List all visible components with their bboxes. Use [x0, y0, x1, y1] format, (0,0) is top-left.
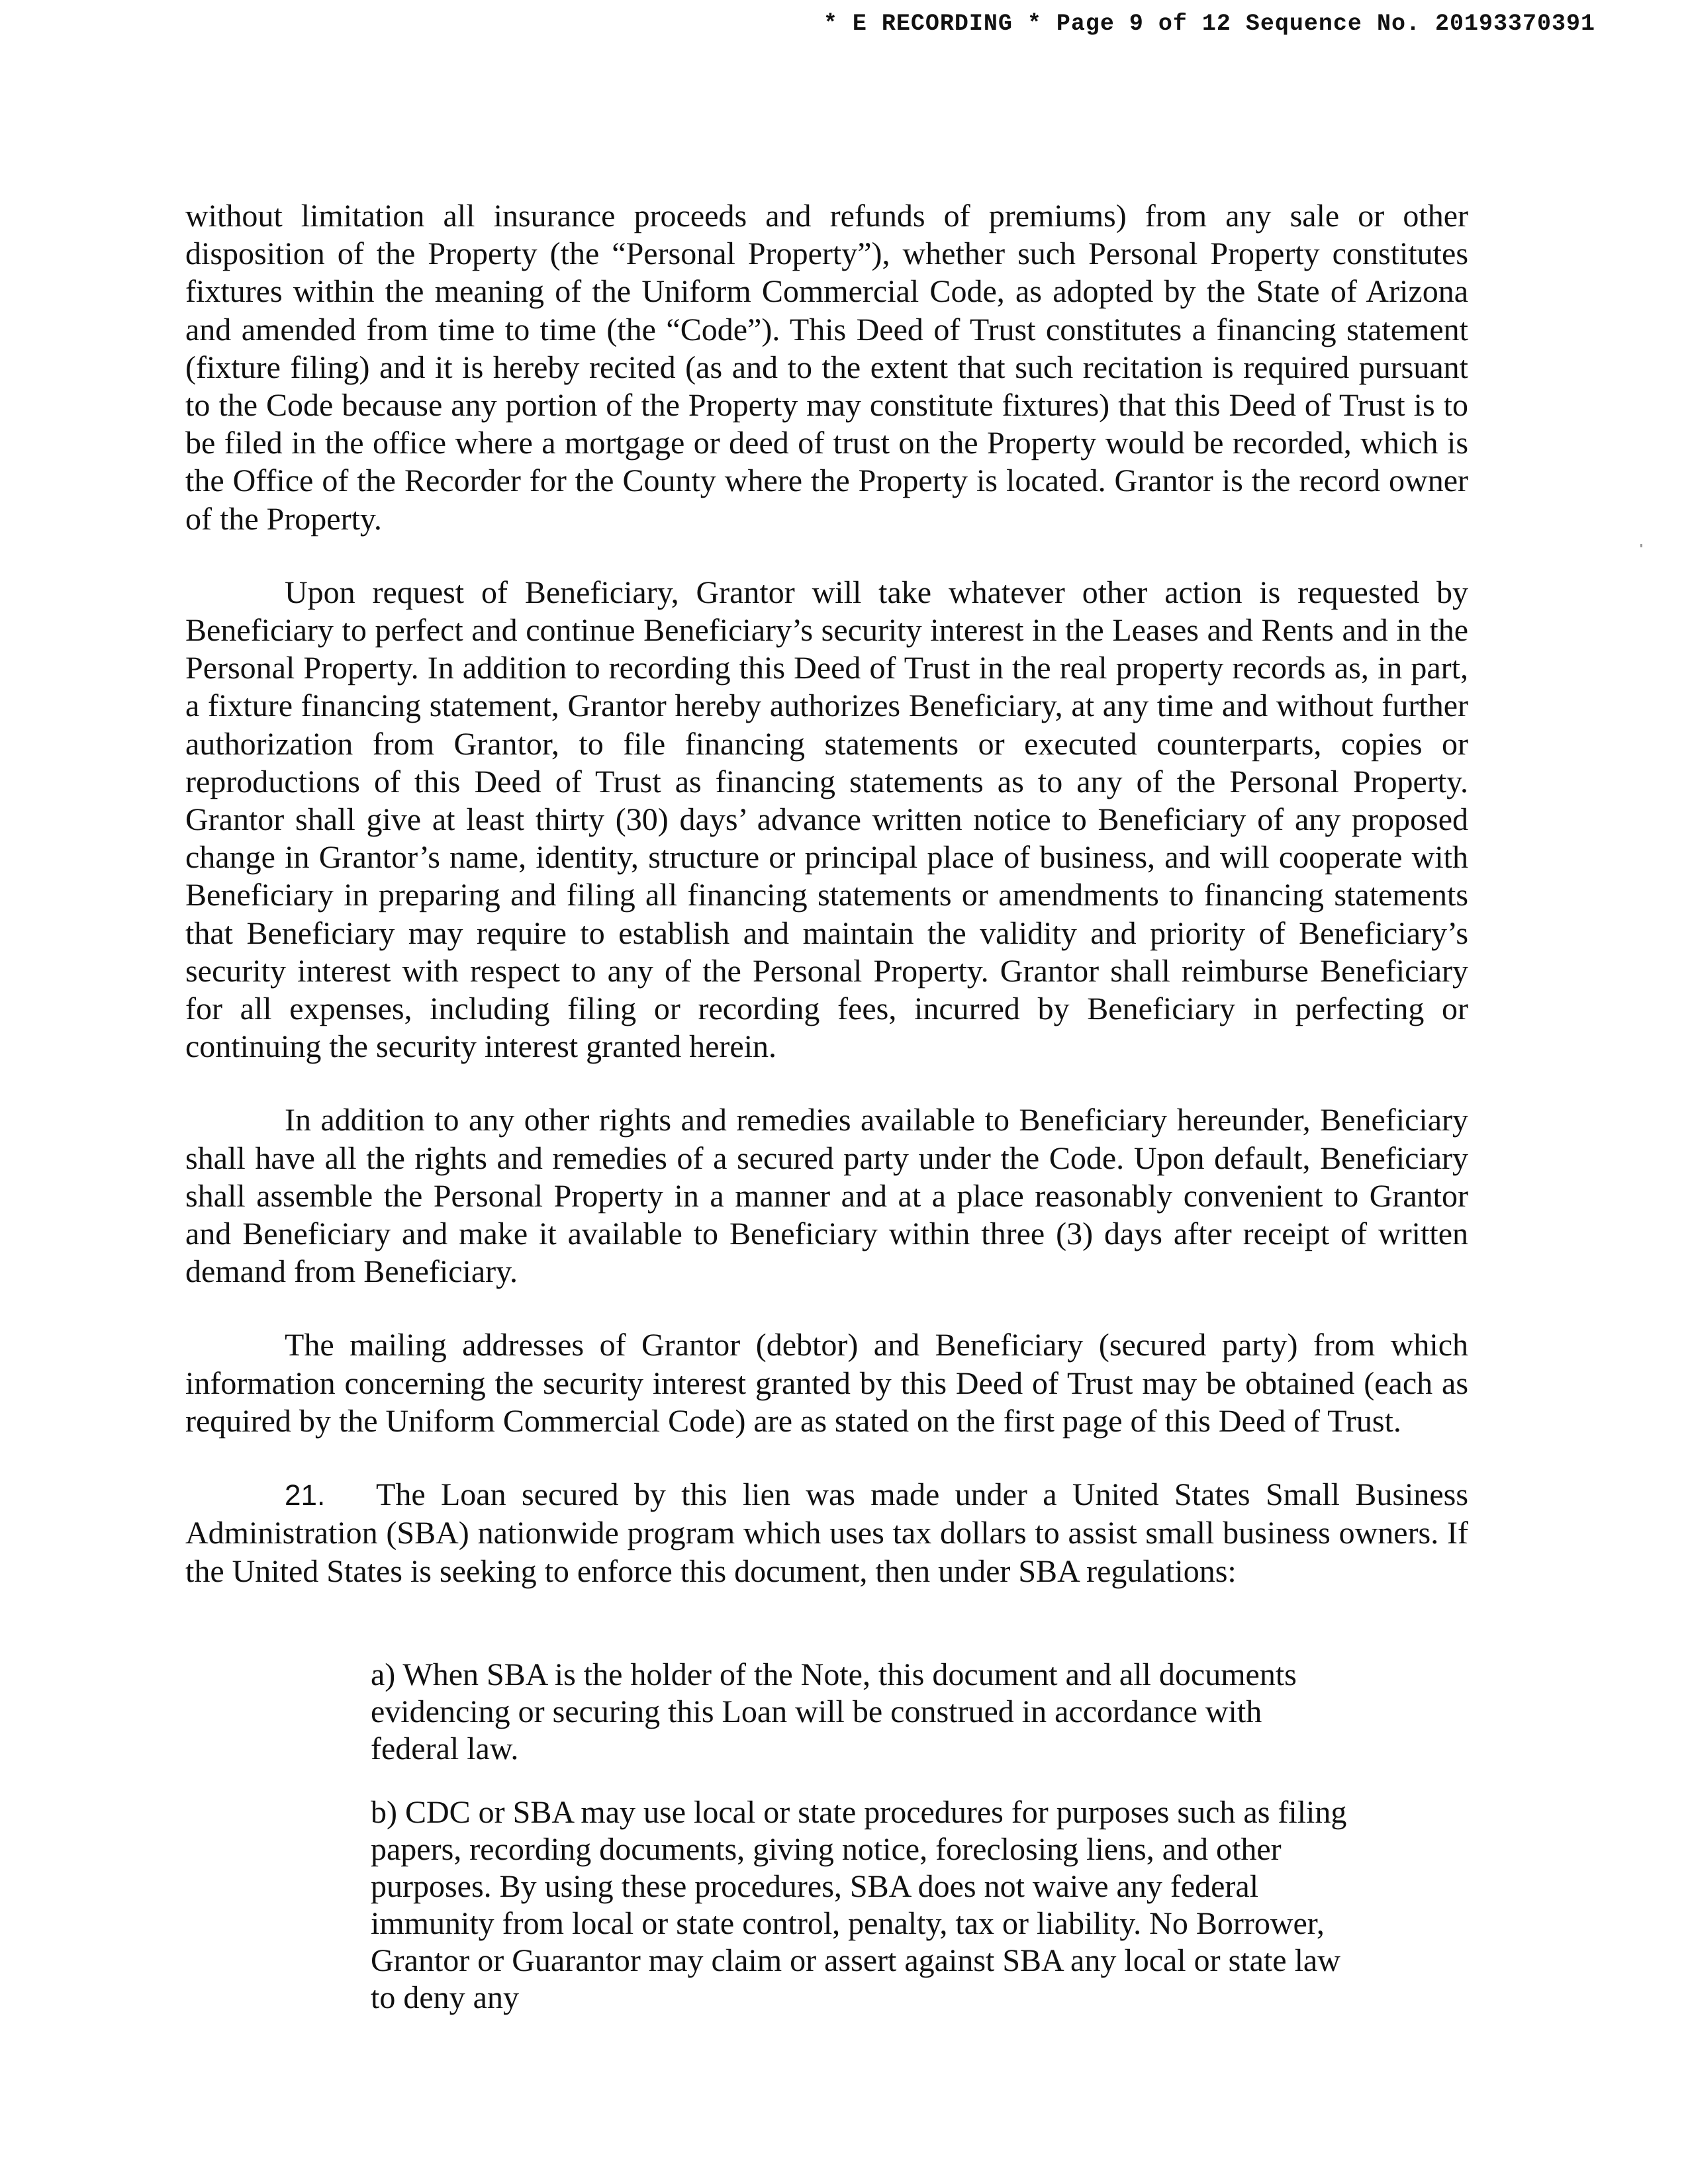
section-21 — [185, 1476, 1468, 1590]
document-body — [185, 197, 1468, 2017]
paragraph-personal-property: without limitation all insurance proceeds and refunds of premiums) from any sale or other disposition of the Property (the “Personal Property”), whether such Personal Property constitutes fixtures within the meaning of the Uniform Commercial Code, as adopted by the State of Arizona and amended from time to time (the “Code”). This Deed of Trust constitutes a financing statement (fixture filing) and it is hereby recited (as and to the extent that such recitation is required pursuant to the Code because any portion of the Property may constitute fixtures) that this Deed of Trust is to be filed in the office where a mortgage or deed of trust on the Property would be recorded, which is the Office of the Recorder for the County where the Property is located. Grantor is the record owner of the Property. — [185, 199, 1468, 537]
recording-header: * E RECORDING * Page 9 of 12 Sequence No. 20193370391 — [823, 11, 1595, 37]
paragraph-perfection: Upon request of Beneficiary, Grantor will take whatever other action is requested by Beneficiary to perfect and continue Beneficiary’s security interest in the Leases and Rents and in the Personal Property. In addition to recording this Deed of Trust in the real property records as, in part, a fixture financing statement, Grantor hereby authorizes Beneficiary, at any time and without further authorization from Grantor, to file financing statements or executed counterparts, copies or reproductions of this Deed of Trust as financing statements as to any of the Personal Property. Grantor shall give at least thirty (30) days’ advance written notice to Beneficiary of any proposed change in Grantor’s name, identity, structure or principal place of business, and will cooperate with Beneficiary in preparing and filing all financing statements or amendments to financing statements that Beneficiary may require to establish and maintain the validity and priority of Beneficiary’s security interest with respect to any of the Personal Property. Grantor shall reimburse Beneficiary for all expenses, including filing or recording fees, incurred by Beneficiary in perfecting or continuing the security interest granted herein. — [185, 574, 1468, 1065]
subsection-a: a) When SBA is the holder of the Note, this document and all documents evidencing or securing this Loan will be construed in accordance with federal law. — [371, 1657, 1297, 1766]
paragraph-remedies: In addition to any other rights and remedies available to Beneficiary hereunder, Beneficiary shall have all the rights and remedies of a secured party under the Code. Upon default, Beneficiary shall assemble the Personal Property in a manner and at a place reasonably convenient to Grantor and Beneficiary and make it available to Beneficiary within three (3) days after receipt of written demand from Beneficiary. — [185, 1103, 1468, 1290]
section-21-text: The Loan secured by this lien was made under a United States Small Business Administration (SBA) nationwide program which uses tax dollars to assist small business owners. If the United States is seeking to enforce this document, then under SBA regulations: — [185, 1477, 1468, 1589]
scan-speck — [1640, 544, 1642, 547]
subsection-b: b) CDC or SBA may use local or state procedures for purposes such as filing papers, recording documents, giving notice, foreclosing liens, and other purposes. By using these procedures, SBA does not waive any federal immunity from local or state control, penalty, tax or liability. No Borrower, Grantor or Guarantor may claim or assert against SBA any local or state law to deny any — [371, 1794, 1347, 2015]
section-21-number: 21. — [285, 1479, 326, 1512]
paragraph-mailing-addresses: The mailing addresses of Grantor (debtor) and Beneficiary (secured party) from which information concerning the security interest granted by this Deed of Trust may be obtained (each as required by the Uniform Commercial Code) are as stated on the first page of this Deed of Trust. — [185, 1328, 1468, 1439]
